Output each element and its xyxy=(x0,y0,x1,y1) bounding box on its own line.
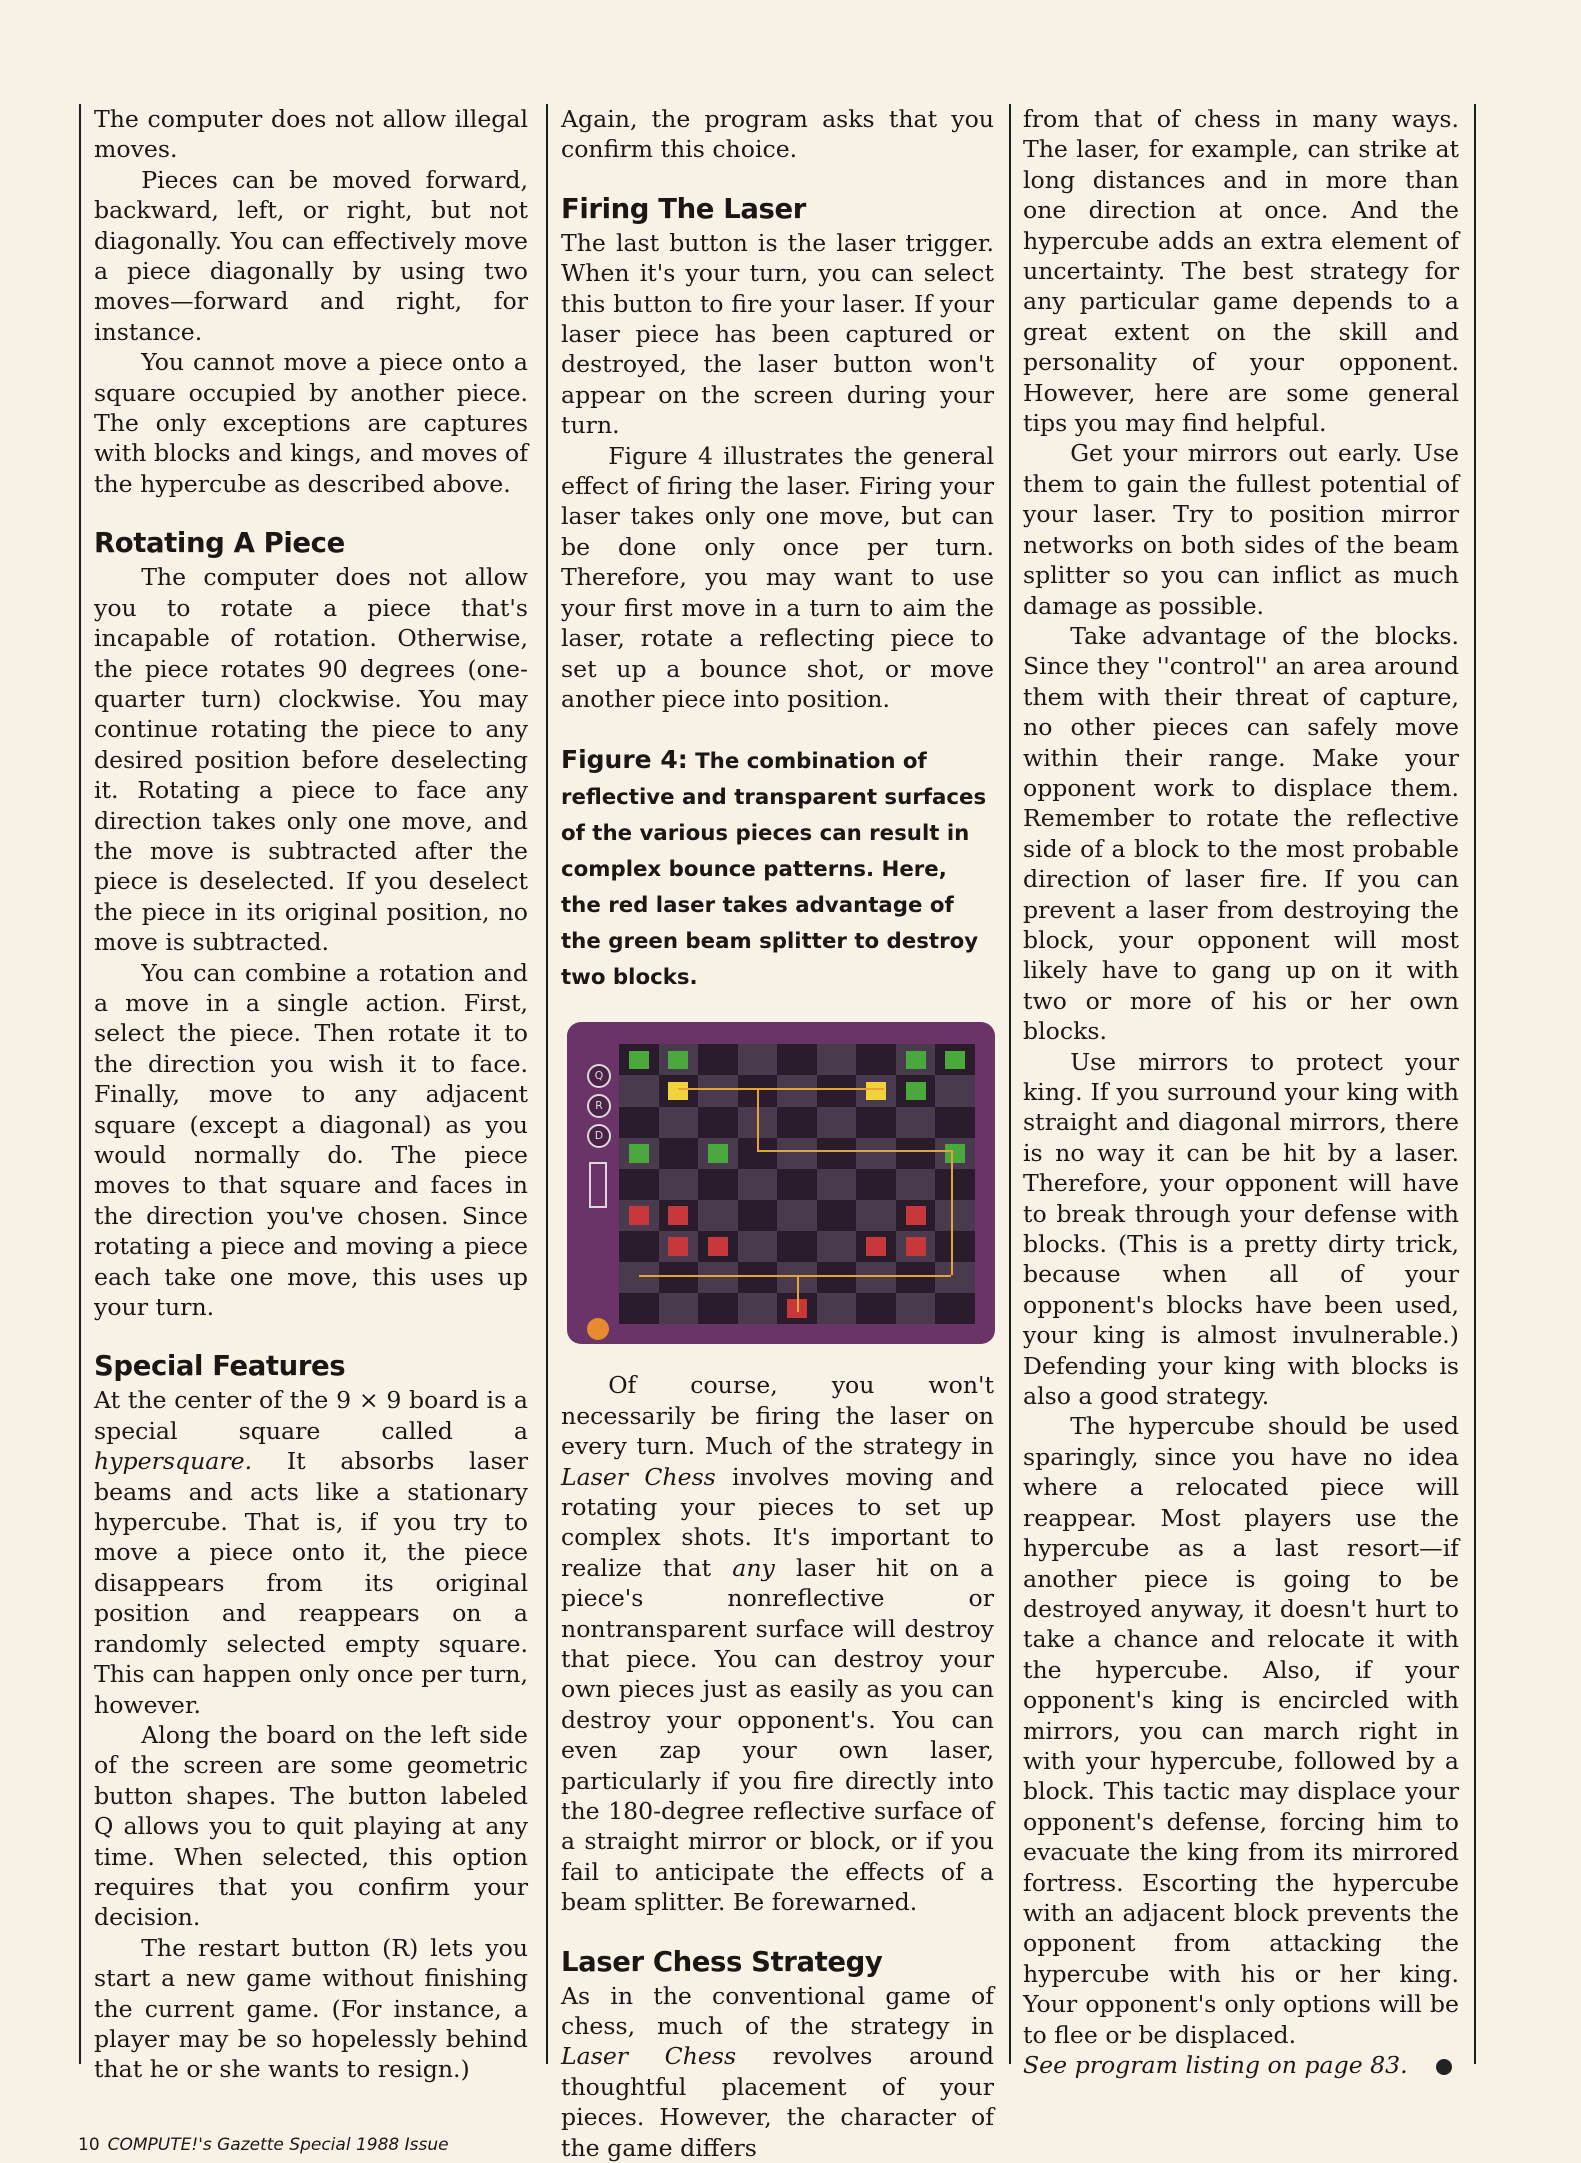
board-square xyxy=(935,1169,975,1200)
board-square xyxy=(856,1044,896,1075)
board-square xyxy=(817,1044,857,1075)
paragraph: Pieces can be moved forward, backward, left, or right, but not diagonally. You can effectively move a piece diagonally by using two moves—forward and right, for instance. xyxy=(94,165,528,346)
program-listing-reference: See program listing on page 83. xyxy=(1023,2051,1408,2079)
board-square xyxy=(659,1169,699,1200)
board-square xyxy=(777,1169,817,1200)
heading-laser-chess-strategy: Laser Chess Strategy xyxy=(561,1945,883,1978)
game-piece xyxy=(629,1206,649,1225)
board-square xyxy=(738,1044,778,1075)
paragraph: Again, the program asks that you confirm this choice. xyxy=(561,105,994,164)
paragraph: from that of chess in many ways. The laser, for example, can strike at long distances and in more than one direction at once. And the hypercube adds an extra element of uncertainty. The best strategy for any particular game depends to a great extent on the skill and personality of your opponent. However, here are some general tips you may find helpful. xyxy=(1023,105,1459,438)
term-hypersquare: hypersquare. xyxy=(94,1447,253,1476)
board-square xyxy=(856,1138,896,1169)
board-square xyxy=(619,1293,659,1324)
paragraph: The last button is the laser trigger. When it's your turn, you can select this button to fire your laser. If your laser piece has been captured or destroyed, the laser button won't appear on the screen during your turn. xyxy=(561,228,994,440)
board-square xyxy=(896,1262,936,1293)
text-run: Of course, you won't necessarily be firing the laser on every turn. Much of the strategy in xyxy=(561,1371,994,1461)
page-number: 10 xyxy=(78,2135,100,2155)
laser-beam xyxy=(757,1150,951,1152)
board-square xyxy=(817,1075,857,1106)
text-run: involves moving and rotating your pieces to set up complex shots. It's important to realize that xyxy=(561,1462,994,1582)
column-3 xyxy=(1023,104,1459,2080)
heading-firing-the-laser: Firing The Laser xyxy=(561,192,806,225)
board-square xyxy=(659,1293,699,1324)
text-run: It absorbs laser beams and acts like a stationary hypercube. That is, if you try to move a piece onto it, the piece disappears from its original position and reappears on a randomly selected empty square. This can happen only once per turn, however. xyxy=(94,1447,528,1719)
board-square xyxy=(698,1107,738,1138)
column-rule-left xyxy=(79,104,81,2064)
board-square xyxy=(817,1293,857,1324)
board-square xyxy=(659,1107,699,1138)
figure-caption xyxy=(561,742,994,996)
publication-name: COMPUTE!'s Gazette Special 1988 Issue xyxy=(107,2135,449,2155)
board-square xyxy=(659,1262,699,1293)
board-square xyxy=(777,1231,817,1262)
emphasis-any: any xyxy=(732,1553,775,1582)
paragraph: Use mirrors to protect your king. If you surround your king with straight and diagonal mirrors, there is no way it can be hit by a laser. Therefore, your opponent will have to break through your defense with blocks. (This is a pretty dirty trick, because when all of your opponent's blocks have been used, your king is almost invulnerable.) Defending your king with blocks is also a good strategy. xyxy=(1023,1047,1459,1411)
board-square xyxy=(817,1231,857,1262)
board-square xyxy=(935,1231,975,1262)
game-piece xyxy=(866,1082,886,1101)
laser-beam xyxy=(951,1150,953,1274)
game-piece xyxy=(945,1144,965,1163)
column-1 xyxy=(94,104,528,2085)
game-piece xyxy=(708,1237,728,1256)
restart-button-icon: R xyxy=(587,1094,611,1118)
board-square xyxy=(896,1107,936,1138)
column-2 xyxy=(561,104,994,2163)
text-run: As in the conventional game of chess, much of the strategy in xyxy=(561,1981,994,2041)
board-square xyxy=(817,1138,857,1169)
paragraph: You can combine a rotation and a move in a single action. First, select the piece. Then rotate it to the direction you wish it to face. Finally, move to any adjacent square (except a diagonal) as you would normally do. The piece moves to that square and faces in the direction you've chosen. Since rotating a piece and moving a piece each take one move, this uses up your turn. xyxy=(94,958,528,1322)
game-piece xyxy=(906,1206,926,1225)
board-square xyxy=(738,1262,778,1293)
page-footer xyxy=(78,2134,449,2156)
board-square xyxy=(817,1107,857,1138)
board-square xyxy=(619,1262,659,1293)
board-square xyxy=(935,1293,975,1324)
board-square xyxy=(935,1200,975,1231)
paragraph xyxy=(561,1370,994,1917)
board-square xyxy=(619,1107,659,1138)
paragraph: Take advantage of the blocks. Since they ''control'' an area around them with their threat of capture, no other pieces can safely move within their range. Make your opponent work to displace them. Remember to rotate the reflective side of a block to the most probable direction of laser fire. If you can prevent a laser from destroying the block, your opponent will most likely have to gang up on it with two or more of his or her own blocks. xyxy=(1023,621,1459,1046)
board-square xyxy=(619,1075,659,1106)
board-square xyxy=(659,1138,699,1169)
game-board xyxy=(619,1044,975,1324)
game-piece xyxy=(945,1051,965,1070)
board-square xyxy=(896,1169,936,1200)
heading-special-features: Special Features xyxy=(94,1350,346,1383)
board-square xyxy=(698,1075,738,1106)
column-rule-right xyxy=(1474,104,1476,2064)
board-square xyxy=(817,1200,857,1231)
game-piece xyxy=(668,1051,688,1070)
text-run: laser hit on a piece's nonreflective or nontransparent surface will destroy that piece. You can destroy your own pieces just as easily as you can destroy your opponent's. You can even zap your own laser, particularly if you fire directly into the 180-degree reflective surface of a straight mirror or block, or if you fail to anticipate the effects of a beam splitter. Be forewarned. xyxy=(561,1553,994,1917)
board-square xyxy=(856,1262,896,1293)
laser-beam xyxy=(797,1275,799,1312)
board-square xyxy=(738,1200,778,1231)
end-of-article-icon xyxy=(1436,2059,1452,2075)
heading-rotating-a-piece: Rotating A Piece xyxy=(94,527,345,560)
figure-4-screenshot xyxy=(567,1022,995,1344)
column-rule-2 xyxy=(1009,104,1011,2064)
board-square xyxy=(698,1200,738,1231)
paragraph xyxy=(94,1385,528,1719)
status-slot-icon xyxy=(589,1162,607,1208)
board-square xyxy=(856,1107,896,1138)
board-square xyxy=(935,1262,975,1293)
paragraph: Along the board on the left side of the screen are some geometric button shapes. The button labeled Q allows you to quit playing at any time. When selected, this option requires that you confirm your decision. xyxy=(94,1720,528,1932)
game-piece xyxy=(668,1206,688,1225)
board-square xyxy=(935,1107,975,1138)
paragraph xyxy=(1023,2050,1459,2080)
game-piece xyxy=(668,1237,688,1256)
game-piece xyxy=(668,1082,688,1101)
board-square xyxy=(777,1044,817,1075)
game-piece xyxy=(629,1051,649,1070)
turn-indicator-icon xyxy=(587,1318,609,1340)
board-square xyxy=(738,1231,778,1262)
game-piece xyxy=(866,1237,886,1256)
board-square xyxy=(738,1169,778,1200)
board-square xyxy=(896,1293,936,1324)
board-square xyxy=(896,1138,936,1169)
text-run: revolves around thoughtful placement of your pieces. However, the character of the game differs xyxy=(561,2042,995,2162)
board-square xyxy=(817,1262,857,1293)
board-square xyxy=(698,1262,738,1293)
paragraph: You cannot move a piece onto a square occupied by another piece. The only exceptions are captures with blocks and kings, and moves of the hypercube as described above. xyxy=(94,348,528,498)
paragraph: The hypercube should be used sparingly, since you have no idea where a relocated piece will reappear. Most players use the hypercube as a last resort—if another piece is going to be destroyed anyway, it doesn't hurt to take a chance and relocate it with the hypercube. Also, if your opponent's king is encircled with mirrors, you can march right in with your hypercube, followed by a block. This tactic may displace your opponent's defense, forcing him to evacuate the king from its mirrored fortress. Escorting the hypercube with an adjacent block prevents the opponent from attacking the hypercube with his or her king. Your opponent's only options will be to flee or be displaced. xyxy=(1023,1412,1459,2049)
board-square xyxy=(698,1293,738,1324)
board-square xyxy=(698,1044,738,1075)
board-square xyxy=(777,1138,817,1169)
board-square xyxy=(619,1231,659,1262)
paragraph: Figure 4 illustrates the general effect of firing the laser. Firing your laser takes only one move, but can be done only once per turn. Therefore, you may want to use your first move in a turn to aim the laser, rotate a reflecting piece to set up a bounce shot, or move another piece into position. xyxy=(561,441,994,713)
title-laser-chess: Laser Chess xyxy=(561,2042,737,2071)
board-square xyxy=(856,1293,896,1324)
quit-button-icon: Q xyxy=(587,1064,611,1088)
game-piece xyxy=(708,1144,728,1163)
paragraph xyxy=(561,1981,994,2163)
board-square xyxy=(856,1169,896,1200)
laser-beam xyxy=(678,1088,884,1090)
text-run: At the center of the 9 × 9 board is a special square called a xyxy=(94,1386,528,1445)
board-square xyxy=(619,1169,659,1200)
board-square xyxy=(777,1200,817,1231)
paragraph: The restart button (R) lets you start a new game without finishing the current game. (For instance, a player may be so hopelessly behind that he or she wants to resign.) xyxy=(94,1933,528,2084)
game-piece xyxy=(906,1051,926,1070)
paragraph: Get your mirrors out early. Use them to gain the fullest potential of your laser. Try to position mirror networks on both sides of the beam splitter so you can inflict as much damage as possible. xyxy=(1023,439,1459,620)
game-piece xyxy=(906,1237,926,1256)
board-square xyxy=(935,1075,975,1106)
column-rule-1 xyxy=(546,104,548,2064)
board-square xyxy=(777,1075,817,1106)
board-square xyxy=(698,1169,738,1200)
board-square xyxy=(817,1169,857,1200)
board-square xyxy=(777,1107,817,1138)
laser-beam xyxy=(757,1088,759,1150)
title-laser-chess: Laser Chess xyxy=(561,1462,716,1491)
laser-beam xyxy=(639,1275,951,1277)
board-square xyxy=(738,1293,778,1324)
game-piece xyxy=(906,1082,926,1101)
paragraph: The computer does not allow you to rotate a piece that's incapable of rotation. Otherwise, the piece rotates 90 degrees (one-quarter turn) clockwise. You may continue rotating the piece to any desired position before deselecting it. Rotating a piece to face any direction takes only one move, and the move is subtracted after the piece is deselected. If you deselect the piece in its original position, no move is subtracted. xyxy=(94,563,528,957)
game-piece xyxy=(629,1144,649,1163)
paragraph: The computer does not allow illegal moves. xyxy=(94,105,528,164)
laser-trigger-button-icon: D xyxy=(587,1124,611,1148)
board-square xyxy=(856,1200,896,1231)
figure-label: Figure 4: xyxy=(561,745,688,775)
caption-text: The combination of reflective and transparent surfaces of the various pieces can result in complex bounce patterns. Here, the red laser takes advantage of the green beam splitter to destroy two blocks. xyxy=(561,749,987,991)
